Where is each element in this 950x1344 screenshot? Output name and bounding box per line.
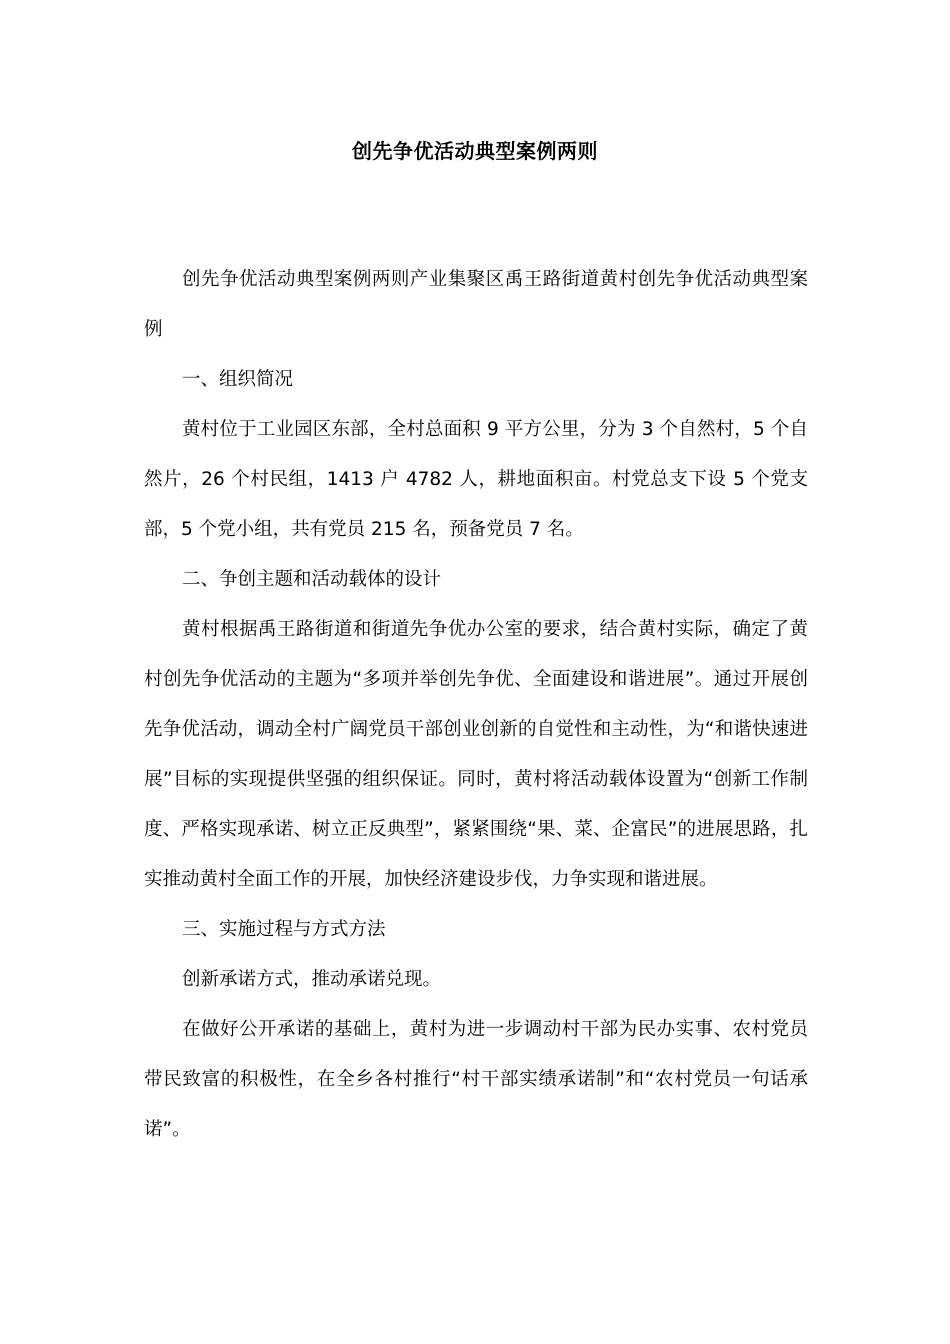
heading-theme-and-carrier: 二、争创主题和活动载体的设计 (182, 569, 442, 590)
document-body (144, 255, 808, 1155)
paragraph-promise-details: 在做好公开承诺的基础上，黄村为进一步调动村干部为民办实事、农村党员带民致富的积极性，在全乡各村推行“村干部实绩承诺制”和“农村党员一句话承诺”。 (144, 1019, 808, 1140)
paragraph-promise-method: 创新承诺方式，推动承诺兑现。 (182, 969, 442, 990)
paragraph-intro: 创先争优活动典型案例两则产业集聚区禹王路街道黄村创先争优活动典型案例 (144, 269, 808, 340)
heading-implementation: 三、实施过程与方式方法 (182, 919, 386, 940)
heading-organization-overview: 一、组织简况 (182, 369, 294, 390)
document-title: 创先争优活动典型案例两则 (352, 139, 598, 163)
paragraph-theme-description: 黄村根据禹王路街道和街道先争优办公室的要求，结合黄村实际，确定了黄村创先争优活动的主题为“多项并举创先争优、全面建设和谐进展”。通过开展创先争优活动，调动全村广阔党员干部创业创新的自觉性和主动性，为“和谐快速进展”目标的实现提供坚强的组织保证。同时，黄村将活动载体设置为“创新工作制度、严格实现承诺、树立正反典型”，紧紧围绕“果、菜、企富民”的进展思路，扎实推动黄村全面工作的开展，加快经济建设步伐，力争实现和谐进展。 (144, 619, 808, 890)
paragraph-village-profile: 黄村位于工业园区东部，全村总面积 9 平方公里，分为 3 个自然村，5 个自然片，26 个村民组，1413 户 4782 人，耕地面积亩。村党总支下设 5 个党支部，5 个党小组，共有党员 215 名，预备党员 7 名。 (144, 419, 808, 540)
